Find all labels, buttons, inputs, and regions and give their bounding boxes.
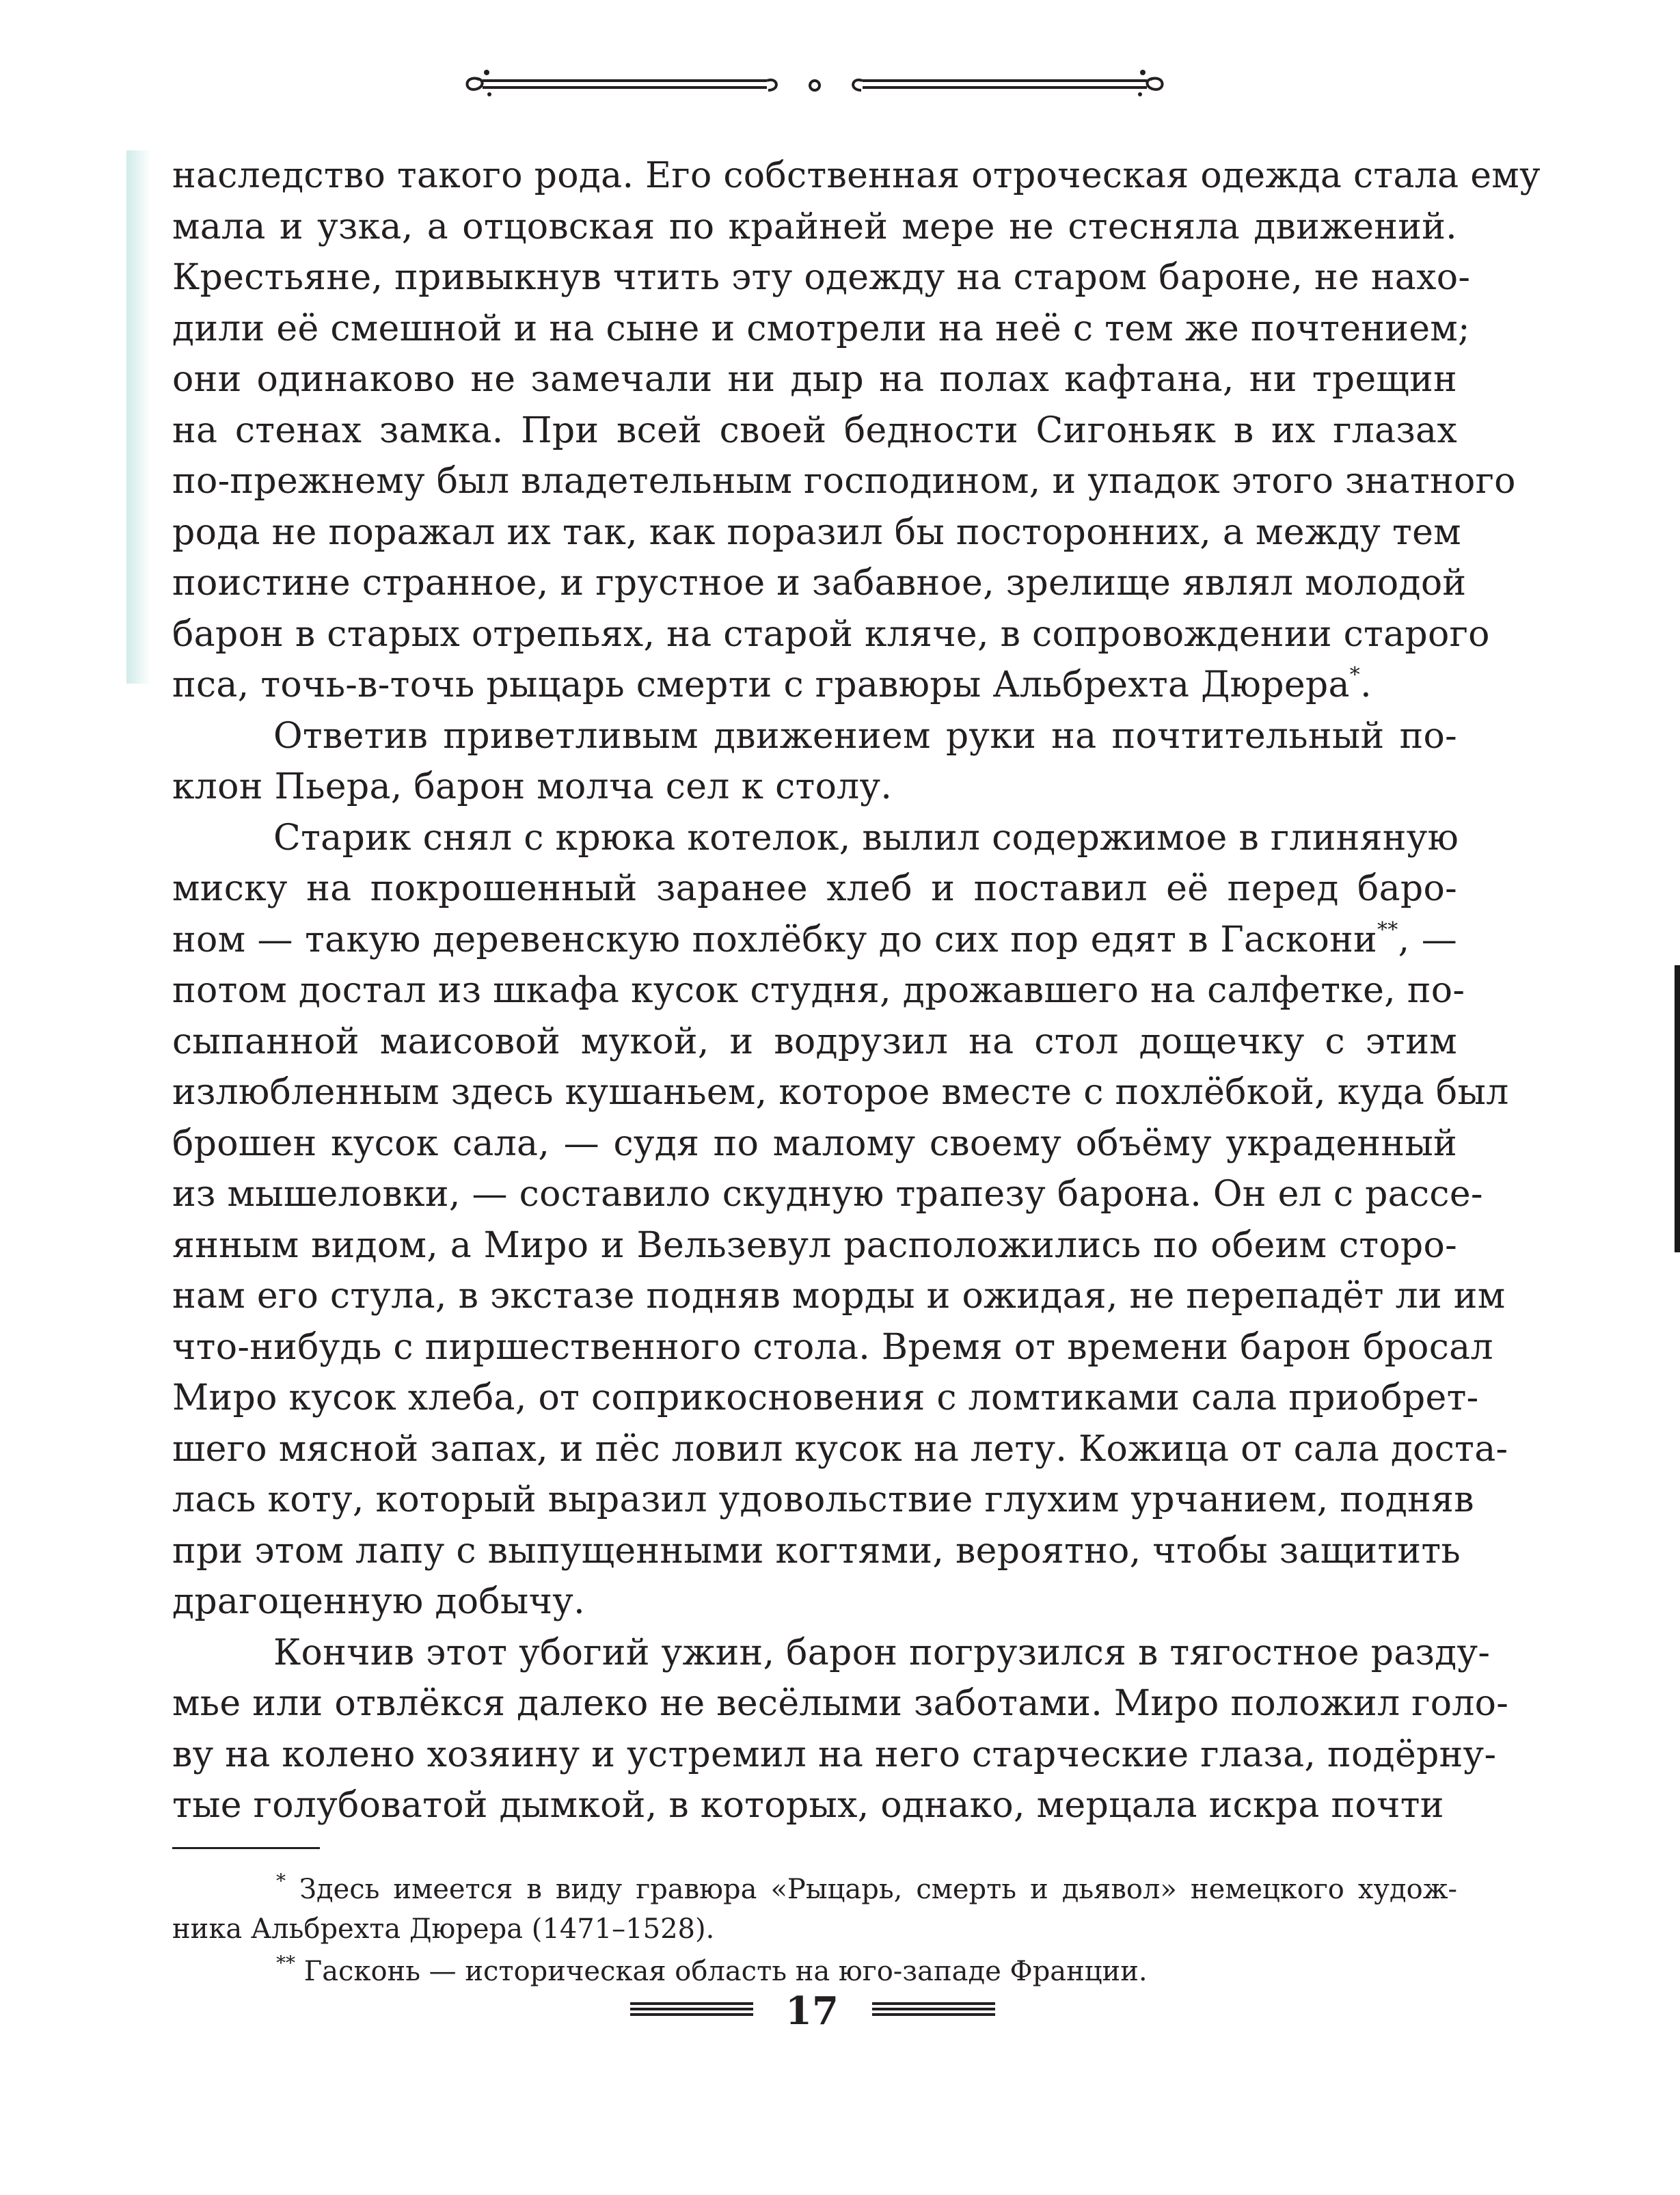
text-line [273, 711, 1457, 762]
text-line-content: лась коту, который выразил удовольствие глухим урчанием, подняв [172, 1479, 1474, 1520]
text-line [172, 965, 1465, 1016]
text-line-content: брошен кусок сала, — судя по малому своему объёму украденный [172, 1122, 1457, 1164]
text-line [172, 1118, 1457, 1170]
text-line [172, 609, 1490, 660]
text-line-content: барон в старых отрепьях, на старой кляче, в сопровождении старого [172, 613, 1490, 655]
text-line [172, 507, 1461, 558]
text-line-content: шего мясной запах, и пёс ловил кусок на лету. Кожица от сала доста- [172, 1428, 1508, 1470]
text-line [172, 405, 1457, 457]
text-line-tail: . [1360, 664, 1372, 705]
text-line-content: нам его стула, в экстазе подняв морды и ожидая, не перепадёт ли им [172, 1276, 1506, 1317]
folio-rule-left [630, 2002, 753, 2017]
footnote-marker: * [1349, 663, 1361, 687]
text-line [172, 252, 1471, 304]
text-line [172, 558, 1467, 609]
text-line-content: Крестьяне, привыкнув чтить эту одежду на старом бароне, не нахо- [172, 257, 1471, 298]
text-line-content: сыпанной маисовой мукой, и водрузил на стол дощечку с этим [172, 1021, 1457, 1062]
text-line-content: рода не поражал их так, как поразил бы посторонних, а между тем [172, 511, 1461, 553]
text-line [273, 1628, 1491, 1679]
text-line-content: миску на покрошенный заранее хлеб и поставил её перед баро- [172, 868, 1457, 909]
text-line-content: янным видом, а Миро и Вельзевул расположились по обеим сторо- [172, 1224, 1457, 1266]
text-line-content: Миро кусок хлеба, от соприкосновения с ломтиками сала приобрет- [172, 1377, 1479, 1418]
text-line-content: драгоценную добычу. [172, 1581, 586, 1622]
text-line-content: дили её смешной и на сыне и смотрели на неё с тем же почтением; [172, 308, 1470, 349]
footnote-text: ника Альбрехта Дюрера (1471–1528). [172, 1913, 715, 1945]
text-line [172, 1424, 1508, 1475]
footnote-marker: ** [1377, 917, 1398, 942]
text-line [172, 150, 1541, 202]
text-line-content: Старик снял с крюка котелок, вылил содержимое в глиняную [273, 817, 1459, 859]
text-line [172, 660, 1457, 711]
text-line-content: потом достал из шкафа кусок студня, дрожавшего на салфетке, по- [172, 970, 1465, 1011]
text-line [172, 202, 1457, 253]
text-line [172, 354, 1457, 405]
text-line-content: при этом лапу с выпущенными когтями, вероятно, чтобы защитить [172, 1530, 1461, 1572]
text-line [172, 1220, 1457, 1271]
text-line [172, 863, 1457, 915]
text-line [172, 1169, 1483, 1220]
text-line [172, 1373, 1479, 1424]
text-line-content: мье или отвлёкся далеко не весёлыми заботами. Миро положил голо- [172, 1683, 1509, 1724]
text-line [172, 1526, 1461, 1577]
page-edge-mark [1675, 965, 1680, 1252]
text-line-content: поистине странное, и грустное и забавное, зрелище являл молодой [172, 563, 1467, 604]
text-line-content: Ответив приветливым движением руки на почтительный по- [273, 715, 1457, 757]
page-number: 17 [785, 1989, 839, 2034]
text-line-content: тые голубоватой дымкой, в которых, однако, мерцала искра почти [172, 1785, 1444, 1826]
footnote-line [276, 1870, 1457, 1909]
text-line [172, 1474, 1474, 1526]
text-line-content: что-нибудь с пиршественного стола. Время от времени барон бросал [172, 1326, 1493, 1368]
footnote-line [172, 1909, 1457, 1949]
text-line [172, 1271, 1506, 1322]
text-line-content: они одинаково не замечали ни дыр на полах кафтана, ни трещин [172, 359, 1457, 400]
footnote-text: Гасконь — историческая область на юго-западе Франции. [295, 1956, 1148, 1987]
text-line-content: на стенах замка. При всей своей бедности Сигоньяк в их глазах [172, 409, 1457, 451]
text-line [172, 304, 1470, 355]
text-line [172, 456, 1516, 507]
text-line-content: пса, точь-в-точь рыцарь смерти с гравюры Альбрехта Дюрера [172, 664, 1350, 705]
text-line-content: излюбленным здесь кушаньем, которое вместе с похлёбкой, куда был [172, 1072, 1509, 1113]
folio-rule-right [872, 2002, 995, 2017]
text-line [172, 1576, 1457, 1628]
text-line [172, 1016, 1457, 1068]
text-line-content: мала и узка, а отцовская по крайней мере не стесняла движений. [172, 206, 1457, 247]
text-line-content: наследство такого рода. Его собственная отроческая одежда стала ему [172, 155, 1541, 196]
footnote-rule [172, 1847, 320, 1849]
text-line-content: из мышеловки, — составило скудную трапезу барона. Он ел с рассе- [172, 1174, 1483, 1215]
text-line-content: Кончив этот убогий ужин, барон погрузился в тягостное разду- [273, 1632, 1491, 1673]
footnote-text: Здесь имеется в виду гравюра «Рыцарь, смерть и дьявол» немецкого худож- [286, 1874, 1457, 1905]
text-line-content: по-прежнему был владетельным господином, и упадок этого знатного [172, 461, 1516, 502]
text-line [172, 1067, 1509, 1118]
text-line [273, 813, 1457, 864]
text-line-content: ном — такую деревенскую похлёбку до сих пор едят в Гаскони [172, 919, 1377, 960]
footnote-mark: * [276, 1870, 286, 1892]
top-ornament [459, 63, 1170, 101]
text-line [172, 762, 1457, 813]
text-line [172, 915, 1457, 966]
text-line [172, 1780, 1457, 1831]
page-edge-tint [126, 150, 151, 684]
text-line [172, 1729, 1497, 1781]
text-line [172, 1678, 1509, 1729]
text-line [172, 1322, 1493, 1373]
footnote-mark: ** [276, 1952, 295, 1974]
text-line-content: ву на колено хозяину и устремил на него старческие глаза, подёрну- [172, 1734, 1497, 1775]
text-line-tail: , — [1398, 919, 1457, 960]
text-line-content: клон Пьера, барон молча сел к столу. [172, 766, 893, 807]
